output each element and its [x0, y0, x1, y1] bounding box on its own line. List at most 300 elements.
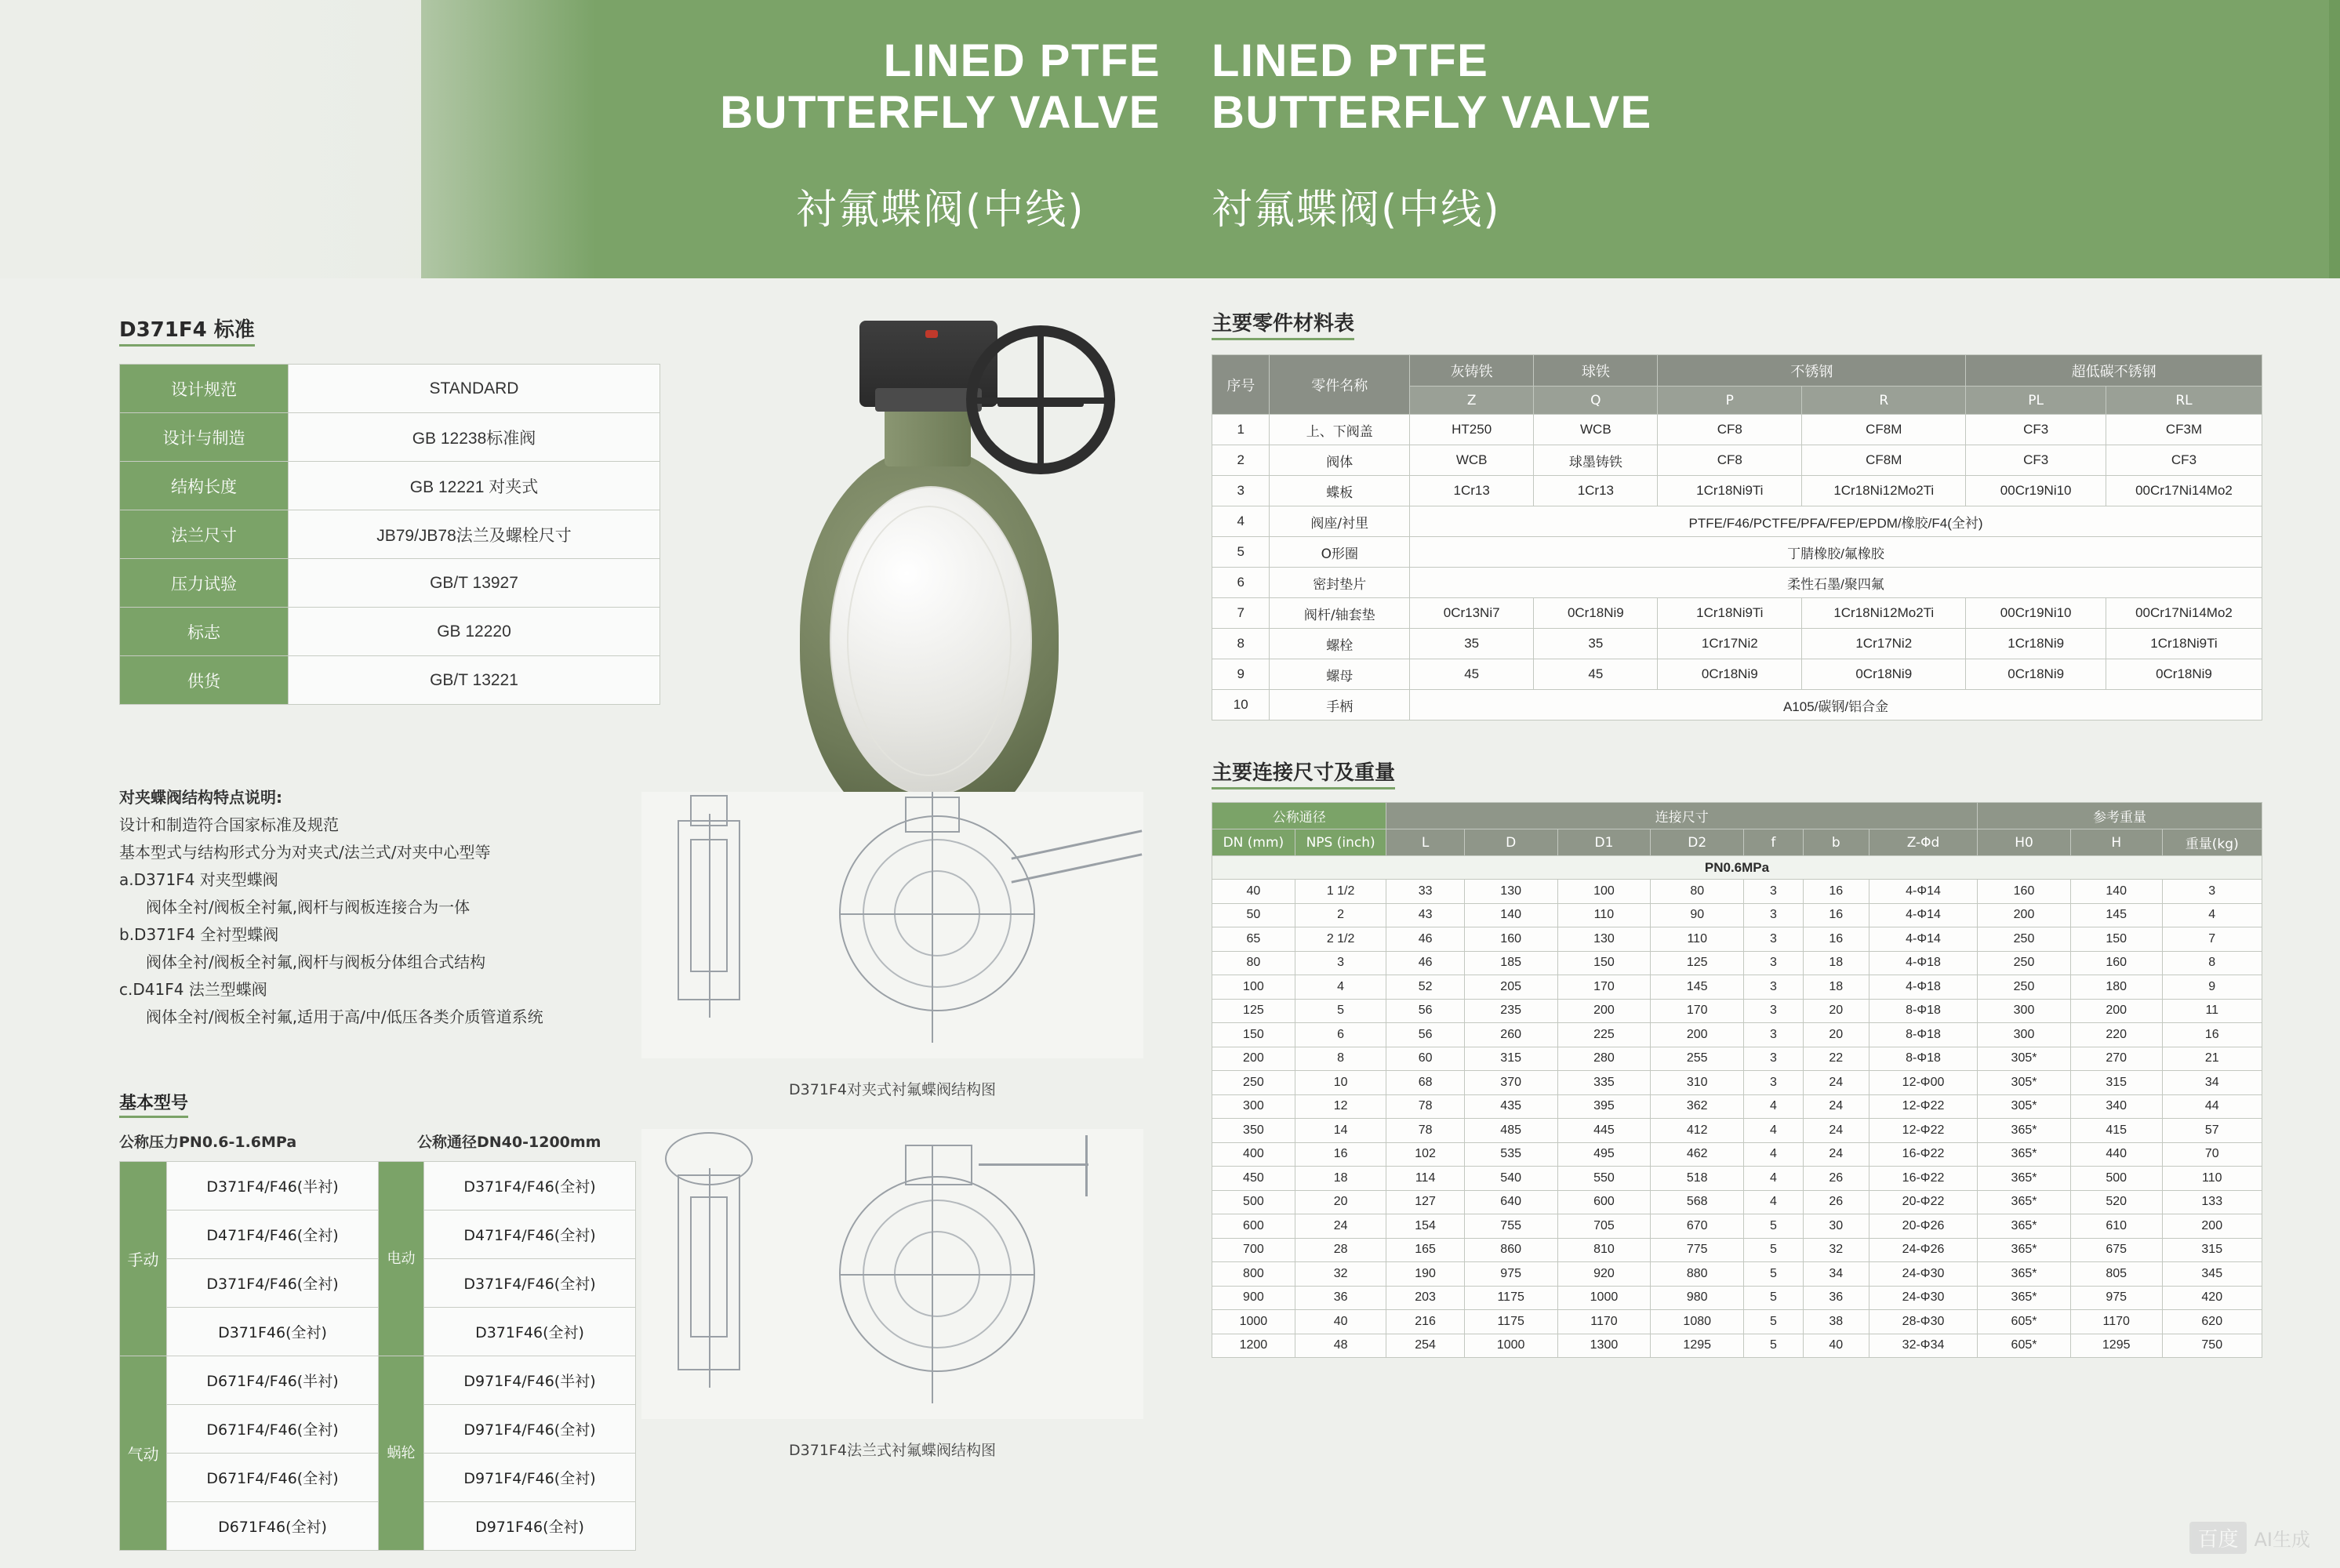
drawing-lever-handle-2 [1012, 853, 1143, 883]
cell: 5 [1744, 1262, 1804, 1287]
cell-mat: CF8M [1802, 415, 1966, 445]
table-row [120, 608, 660, 656]
cell: 28-Φ30 [1869, 1310, 1977, 1334]
cell: 4-Φ14 [1869, 880, 1977, 904]
cell: 365* [1978, 1167, 2071, 1191]
cell-part: 阀杆/轴套垫 [1270, 598, 1410, 629]
table-band-row [1212, 856, 2262, 880]
th-col-r: R [1802, 387, 1966, 415]
cell: 5 [1744, 1238, 1804, 1262]
cell-mat: 1Cr18Ni12Mo2Ti [1802, 476, 1966, 506]
cell: 500 [2070, 1167, 2162, 1191]
cell: 1300 [1557, 1334, 1651, 1358]
table-row [120, 510, 660, 559]
drawing-top-flange [905, 797, 960, 833]
cell: 32-Φ34 [1869, 1334, 1977, 1358]
cell: 44 [2162, 1094, 2262, 1119]
cell: 4 [1744, 1119, 1804, 1143]
notes-block [119, 784, 668, 1031]
cell: 16 [1803, 880, 1869, 904]
cell: 3 [1744, 903, 1804, 927]
th-weight-group: 参考重量 [1978, 803, 2262, 829]
cell: 205 [1464, 975, 1557, 1000]
title-en-line1: LINED PTFE [883, 35, 1161, 86]
cell-mat-span: A105/碳钢/铝合金 [1410, 690, 2262, 720]
table-row [120, 1210, 636, 1259]
cell: 70 [2162, 1142, 2262, 1167]
note-line: 阀体全衬/阀板全衬氟,阀杆与阀板连接合为一体 [146, 898, 471, 916]
model-cell-right: D371F4/F46(全衬) [424, 1162, 636, 1210]
cell-mat: 1Cr17Ni2 [1658, 629, 1802, 659]
material-title: 主要零件材料表 [1212, 307, 2262, 340]
cell: 33 [1386, 880, 1464, 904]
dimensions-table-head [1212, 803, 2262, 856]
cell: 150 [1557, 951, 1651, 975]
th-zd: Z-Φd [1869, 829, 1977, 856]
drawing-section-inner [690, 839, 728, 972]
cell: 220 [2070, 1023, 2162, 1047]
model-group-manual: 手动 [120, 1162, 167, 1356]
cell-mat: 35 [1534, 629, 1658, 659]
cell: 1080 [1651, 1310, 1744, 1334]
model-cell-left: D371F46(全衬) [167, 1308, 379, 1356]
cell: 60 [1386, 1047, 1464, 1071]
cell: 200 [1978, 903, 2071, 927]
cell: 362 [1651, 1094, 1744, 1119]
table-row [120, 462, 660, 510]
cell: 32 [1803, 1238, 1869, 1262]
cell: 18 [1803, 951, 1869, 975]
th-col-p: P [1658, 387, 1802, 415]
cell: 500 [1212, 1190, 1295, 1214]
cell: 56 [1386, 999, 1464, 1023]
cell: 4 [1744, 1142, 1804, 1167]
cell: 102 [1386, 1142, 1464, 1167]
cell: 10 [1295, 1071, 1386, 1095]
table-row [1212, 1094, 2262, 1119]
valve-product-image [690, 310, 1176, 858]
cell: 190 [1386, 1262, 1464, 1287]
title-en-line1-b: LINED PTFE [1212, 35, 1489, 86]
cell: 315 [2162, 1238, 2262, 1262]
cell: 36 [1803, 1286, 1869, 1310]
th-group-stainless: 不锈钢 [1658, 355, 1966, 387]
cell: 180 [2070, 975, 2162, 1000]
th-col-z: Z [1410, 387, 1534, 415]
th-connection-group: 连接尺寸 [1386, 803, 1978, 829]
std-value: JB79/JB78法兰及螺栓尺寸 [289, 510, 660, 559]
cell: 150 [2070, 927, 2162, 952]
cell: 3 [1295, 951, 1386, 975]
cell: 170 [1651, 999, 1744, 1023]
dimensions-section [1212, 757, 2262, 1358]
std-key: 压力试验 [120, 559, 289, 608]
cell: 1000 [1212, 1310, 1295, 1334]
dimensions-table-body [1212, 856, 2262, 1358]
cell-no: 8 [1212, 629, 1270, 659]
drawing-horizontal-axis [839, 913, 1035, 915]
table-row [1212, 1286, 2262, 1310]
cell-mat: WCB [1534, 415, 1658, 445]
model-cell-right: D371F46(全衬) [424, 1308, 636, 1356]
cell: 185 [1464, 951, 1557, 975]
th-nominal-group: 公称通径 [1212, 803, 1386, 829]
cell: 4 [1744, 1167, 1804, 1191]
cell: 775 [1651, 1238, 1744, 1262]
cell-mat: 0Cr18Ni9 [2106, 659, 2262, 690]
cell: 40 [1803, 1334, 1869, 1358]
cell: 1175 [1464, 1310, 1557, 1334]
cell: 705 [1557, 1214, 1651, 1239]
cell: 65 [1212, 927, 1295, 952]
cell: 125 [1212, 999, 1295, 1023]
table-subheader-row [1212, 829, 2262, 856]
table-row [120, 1502, 636, 1551]
th-D2: D2 [1651, 829, 1744, 856]
cell: 485 [1464, 1119, 1557, 1143]
cell: 535 [1464, 1142, 1557, 1167]
model-sub-diameter: 公称通径DN40-1200mm [417, 1134, 601, 1151]
drawing2-horizontal-axis [839, 1274, 1035, 1276]
table-row [120, 559, 660, 608]
cell: 125 [1651, 951, 1744, 975]
model-cell-right: D971F46(全衬) [424, 1502, 636, 1551]
table-row [120, 1405, 636, 1454]
cell-no: 2 [1212, 445, 1270, 476]
cell: 32 [1295, 1262, 1386, 1287]
cell: 4 [2162, 903, 2262, 927]
material-table-body [1212, 415, 2262, 720]
cell: 3 [1744, 1047, 1804, 1071]
cell: 305* [1978, 1047, 2071, 1071]
cell: 462 [1651, 1142, 1744, 1167]
cell: 610 [2070, 1214, 2162, 1239]
cell-mat: 1Cr18Ni9Ti [2106, 629, 2262, 659]
table-row [1212, 999, 2262, 1023]
table-header-row [1212, 803, 2262, 829]
cell: 4-Φ14 [1869, 903, 1977, 927]
cell: 250 [1212, 1071, 1295, 1095]
cell-no: 5 [1212, 537, 1270, 568]
cell: 518 [1651, 1167, 1744, 1191]
std-key: 结构长度 [120, 462, 289, 510]
cell: 5 [1744, 1214, 1804, 1239]
cell: 5 [1744, 1310, 1804, 1334]
cell: 365* [1978, 1262, 2071, 1287]
cell: 8-Φ18 [1869, 999, 1977, 1023]
model-subtitles [119, 1131, 668, 1152]
model-vbar-electric: 电动 [379, 1162, 424, 1356]
cell-no: 4 [1212, 506, 1270, 537]
cell-mat-span: PTFE/F46/PCTFE/PFA/FEP/EPDM/橡胶/F4(全衬) [1410, 506, 2262, 537]
cell: 154 [1386, 1214, 1464, 1239]
technical-drawing-flanged [641, 1129, 1143, 1419]
cell: 110 [1651, 927, 1744, 952]
cell: 305* [1978, 1094, 2071, 1119]
cell: 160 [1464, 927, 1557, 952]
drawing-caption-flanged: D371F4法兰式衬氟蝶阀结构图 [789, 1442, 996, 1459]
cell-mat: 35 [1410, 629, 1534, 659]
cell: 100 [1557, 880, 1651, 904]
cell: 750 [2162, 1334, 2262, 1358]
notes-title: 对夹蝶阀结构特点说明: [119, 788, 282, 807]
std-value: GB/T 13221 [289, 656, 660, 705]
cell: 56 [1386, 1023, 1464, 1047]
model-cell-left: D671F4/F46(全衬) [167, 1405, 379, 1454]
table-row [1212, 476, 2262, 506]
cell: 300 [1978, 999, 2071, 1023]
cell: 145 [1651, 975, 1744, 1000]
table-row [1212, 506, 2262, 537]
cell: 12-Φ22 [1869, 1119, 1977, 1143]
model-cell-right: D971F4/F46(半衬) [424, 1356, 636, 1405]
cell: 1200 [1212, 1334, 1295, 1358]
cell: 18 [1803, 975, 1869, 1000]
table-row [1212, 975, 2262, 1000]
cell-part: 阀座/衬里 [1270, 506, 1410, 537]
cell: 24-Φ26 [1869, 1238, 1977, 1262]
cell: 130 [1464, 880, 1557, 904]
cell-no: 7 [1212, 598, 1270, 629]
cell: 3 [1744, 927, 1804, 952]
cell-part: 阀体 [1270, 445, 1410, 476]
cell: 200 [2162, 1214, 2262, 1239]
cell: 300 [1978, 1023, 2071, 1047]
cell: 415 [2070, 1119, 2162, 1143]
table-row [1212, 445, 2262, 476]
cell-part: 螺栓 [1270, 629, 1410, 659]
std-value: GB 12221 对夹式 [289, 462, 660, 510]
model-section [119, 1090, 668, 1551]
technical-drawing-wafer [641, 792, 1143, 1058]
cell-part: O形圈 [1270, 537, 1410, 568]
cell-part: 蝶板 [1270, 476, 1410, 506]
th-nps: NPS (inch) [1295, 829, 1386, 856]
th-group-low-carbon: 超低碳不锈钢 [1966, 355, 2262, 387]
drawing-caption-wafer: D371F4对夹式衬氟蝶阀结构图 [789, 1081, 996, 1098]
cell: 5 [1295, 999, 1386, 1023]
cell-mat: 1Cr13 [1534, 476, 1658, 506]
cell: 440 [2070, 1142, 2162, 1167]
cell: 365* [1978, 1142, 2071, 1167]
cell: 12-Φ22 [1869, 1094, 1977, 1119]
cell: 4 [1744, 1190, 1804, 1214]
cell: 6 [1295, 1023, 1386, 1047]
cell-mat: WCB [1410, 445, 1534, 476]
table-row [1212, 629, 2262, 659]
header-gradient-fade [0, 0, 596, 278]
model-table [119, 1161, 636, 1551]
cell: 160 [1978, 880, 2071, 904]
drawing2-section-inner [690, 1196, 728, 1338]
cell: 3 [2162, 880, 2262, 904]
cell: 80 [1651, 880, 1744, 904]
cell: 975 [2070, 1286, 2162, 1310]
cell: 420 [2162, 1286, 2262, 1310]
cell: 495 [1557, 1142, 1651, 1167]
cell: 216 [1386, 1310, 1464, 1334]
cell-part: 手柄 [1270, 690, 1410, 720]
cell: 20-Φ22 [1869, 1190, 1977, 1214]
cell: 3 [1744, 1023, 1804, 1047]
title-cn-primary: 衬氟蝶阀(中线) [796, 187, 1085, 234]
standard-title: D371F4 标准 [119, 314, 660, 347]
cell: 2 1/2 [1295, 927, 1386, 952]
th-part: 零件名称 [1270, 355, 1410, 415]
cell: 16 [1295, 1142, 1386, 1167]
cell-mat: 0Cr18Ni9 [1658, 659, 1802, 690]
std-value: GB/T 13927 [289, 559, 660, 608]
cell: 400 [1212, 1142, 1295, 1167]
model-cell-left: D471F4/F46(全衬) [167, 1210, 379, 1259]
cell-mat: CF3 [1966, 415, 2106, 445]
table-row [1212, 1214, 2262, 1239]
dimensions-table [1212, 802, 2262, 1358]
cell: 200 [2070, 999, 2162, 1023]
cell: 100 [1212, 975, 1295, 1000]
drawing2-handwheel-left [665, 1132, 753, 1185]
th-col-pl: PL [1966, 387, 2106, 415]
cell: 4-Φ14 [1869, 927, 1977, 952]
cell: 165 [1386, 1238, 1464, 1262]
watermark-ai-label: AI生成 [2254, 1529, 2310, 1551]
cell: 57 [2162, 1119, 2262, 1143]
standard-table [119, 364, 660, 705]
th-group-cast-iron: 灰铸铁 [1410, 355, 1534, 387]
cell: 140 [1464, 903, 1557, 927]
cell: 365* [1978, 1119, 2071, 1143]
cell: 800 [1212, 1262, 1295, 1287]
cell: 310 [1651, 1071, 1744, 1095]
cell-mat-span: 柔性石墨/聚四氟 [1410, 568, 2262, 598]
th-dn: DN (mm) [1212, 829, 1295, 856]
cell: 20 [1295, 1190, 1386, 1214]
cell-mat: 0Cr18Ni9 [1534, 598, 1658, 629]
cell: 2 [1295, 903, 1386, 927]
note-line: b.D371F4 全衬型蝶阀 [119, 925, 279, 944]
valve-disc-inner-ring [847, 506, 1012, 776]
cell: 880 [1651, 1262, 1744, 1287]
cell: 20 [1803, 1023, 1869, 1047]
th-group-ductile-iron: 球铁 [1534, 355, 1658, 387]
cell: 24 [1295, 1214, 1386, 1239]
cell: 250 [1978, 927, 2071, 952]
cell-mat: CF3M [2106, 415, 2262, 445]
std-key: 标志 [120, 608, 289, 656]
cell: 46 [1386, 951, 1464, 975]
cell: 200 [1212, 1047, 1295, 1071]
cell: 1000 [1557, 1286, 1651, 1310]
title-en-line2: BUTTERFLY VALVE [720, 87, 1161, 138]
cell-no: 1 [1212, 415, 1270, 445]
th-L: L [1386, 829, 1464, 856]
cell: 40 [1295, 1310, 1386, 1334]
cell: 3 [1744, 951, 1804, 975]
cell: 270 [2070, 1047, 2162, 1071]
cell-mat: 45 [1410, 659, 1534, 690]
cell: 43 [1386, 903, 1464, 927]
std-value: STANDARD [289, 365, 660, 413]
cell: 30 [1803, 1214, 1869, 1239]
cell: 255 [1651, 1047, 1744, 1071]
table-row [120, 1308, 636, 1356]
model-cell-right: D971F4/F46(全衬) [424, 1405, 636, 1454]
cell: 605* [1978, 1334, 2071, 1358]
cell: 254 [1386, 1334, 1464, 1358]
table-row [1212, 1071, 2262, 1095]
cell: 395 [1557, 1094, 1651, 1119]
cell-mat-span: 丁腈橡胶/氟橡胶 [1410, 537, 2262, 568]
cell: 250 [1978, 975, 2071, 1000]
table-row [1212, 690, 2262, 720]
note-line: a.D371F4 对夹型蝶阀 [119, 870, 278, 889]
cell: 78 [1386, 1119, 1464, 1143]
cell: 8-Φ18 [1869, 1047, 1977, 1071]
title-block-primary [674, 35, 1161, 139]
cell-mat: 00Cr19Ni10 [1966, 598, 2106, 629]
cell-mat: CF8 [1658, 415, 1802, 445]
cell: 675 [2070, 1238, 2162, 1262]
std-key: 供货 [120, 656, 289, 705]
cell: 568 [1651, 1190, 1744, 1214]
cell: 16 [2162, 1023, 2262, 1047]
model-cell-right: D471F4/F46(全衬) [424, 1210, 636, 1259]
cell: 620 [2162, 1310, 2262, 1334]
note-line: c.D41F4 法兰型蝶阀 [119, 980, 267, 999]
table-header-row [1212, 355, 2262, 387]
model-cell-right: D371F4/F46(全衬) [424, 1259, 636, 1308]
cell: 700 [1212, 1238, 1295, 1262]
cell: 16 [1803, 903, 1869, 927]
note-line: 设计和制造符合国家标准及规范 [119, 815, 339, 834]
cell: 200 [1557, 999, 1651, 1023]
cell: 24 [1803, 1119, 1869, 1143]
cell: 9 [2162, 975, 2262, 1000]
table-row [1212, 1119, 2262, 1143]
model-vbar-worm: 蜗轮 [379, 1356, 424, 1551]
model-title: 基本型号 [119, 1090, 668, 1118]
std-value: GB 12238标准阀 [289, 413, 660, 462]
model-cell-left: D371F4/F46(半衬) [167, 1162, 379, 1210]
cell: 225 [1557, 1023, 1651, 1047]
cell: 365* [1978, 1214, 2071, 1239]
cell-mat: CF8M [1802, 445, 1966, 476]
material-table [1212, 354, 2262, 720]
valve-indicator-dot [925, 330, 938, 338]
drawing-stem-top [690, 795, 728, 826]
th-col-q: Q [1534, 387, 1658, 415]
th-D1: D1 [1557, 829, 1651, 856]
cell: 24 [1803, 1142, 1869, 1167]
table-row [1212, 1190, 2262, 1214]
cell: 755 [1464, 1214, 1557, 1239]
cell: 315 [1464, 1047, 1557, 1071]
cell: 305* [1978, 1071, 2071, 1095]
model-cell-right: D971F4/F46(全衬) [424, 1454, 636, 1502]
cell-mat: 0Cr18Ni9 [1802, 659, 1966, 690]
cell-part: 螺母 [1270, 659, 1410, 690]
cell: 335 [1557, 1071, 1651, 1095]
cell-no: 9 [1212, 659, 1270, 690]
cell: 24 [1803, 1071, 1869, 1095]
watermark-brand: 百度 [2189, 1522, 2246, 1554]
standard-section [119, 314, 660, 705]
cell: 605* [1978, 1310, 2071, 1334]
cell: 4-Φ18 [1869, 975, 1977, 1000]
cell-no: 3 [1212, 476, 1270, 506]
table-row [120, 413, 660, 462]
cell: 150 [1212, 1023, 1295, 1047]
